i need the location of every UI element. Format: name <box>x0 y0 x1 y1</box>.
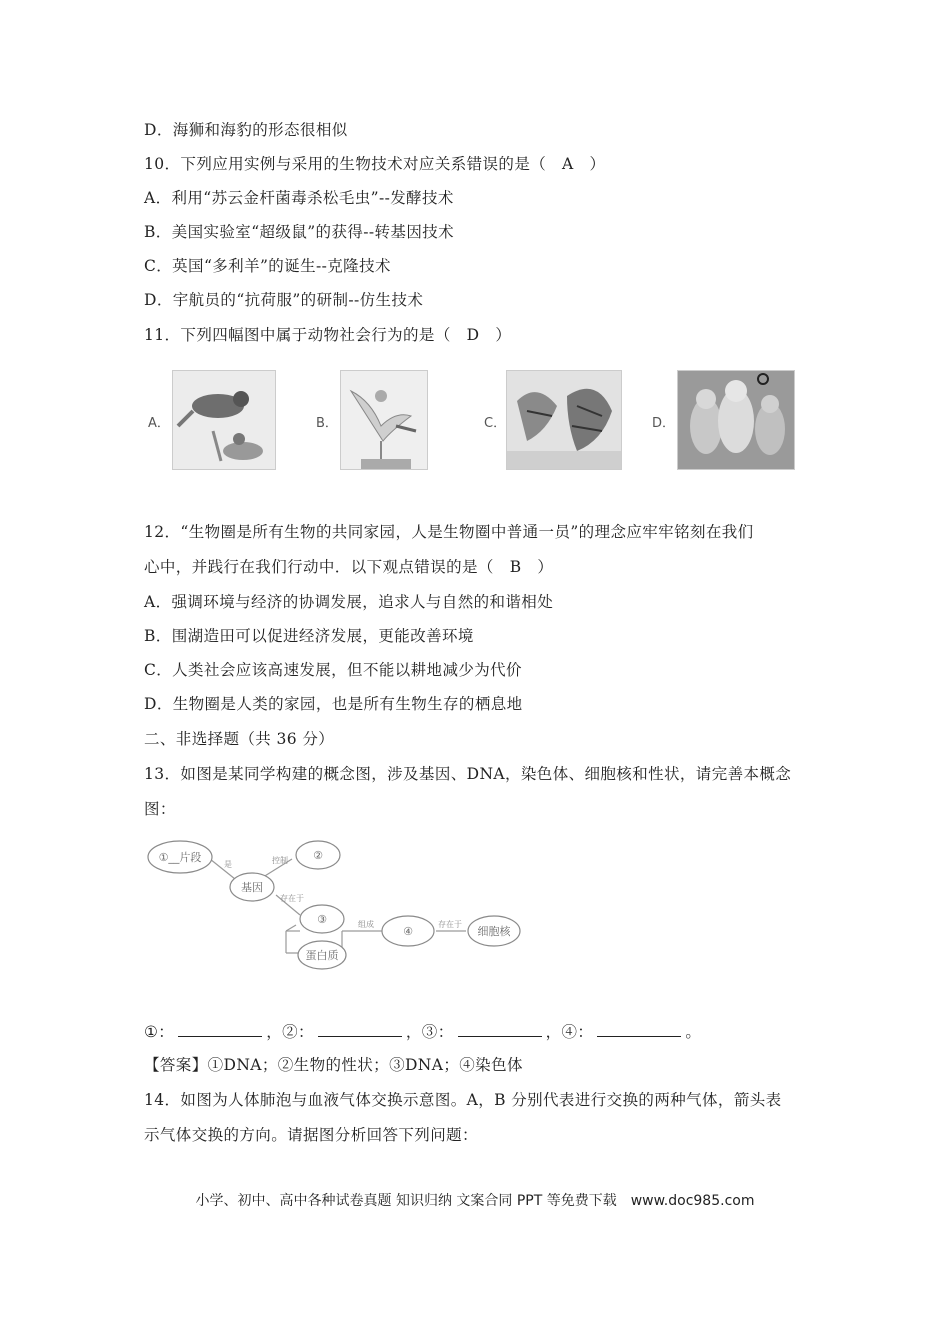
node-2-text: ② <box>313 849 323 862</box>
node-nucleus-text: 细胞核 <box>477 925 511 938</box>
concept-map-diagram <box>146 835 526 975</box>
question-14-stem-line-2: 示气体交换的方向。请据图分析回答下列问题： <box>144 1126 478 1144</box>
answer-blank-2[interactable] <box>318 1022 402 1037</box>
question-13-stem-line-2: 图： <box>144 800 176 818</box>
edge-label-located-in-1: 存在于 <box>280 894 304 903</box>
edge-label-located-in-2: 存在于 <box>438 920 462 929</box>
answer-blank-1[interactable] <box>178 1022 262 1037</box>
question-11-stem: 11．下列四幅图中属于动物社会行为的是（ D ） <box>144 326 512 344</box>
edge-label-compose: 组成 <box>358 920 374 929</box>
photo-label-b: B． <box>316 416 338 431</box>
question-10-stem: 10．下列应用实例与采用的生物技术对应关系错误的是（ A ） <box>144 155 606 173</box>
photo-monkey-group <box>677 370 795 470</box>
answer-blank-4[interactable] <box>597 1022 681 1037</box>
photo-tigers-fighting <box>506 370 622 470</box>
question-10-option-c: C．英国“多利羊”的诞生--克隆技术 <box>144 257 391 275</box>
fill-in-label-4: ，④： <box>545 1023 594 1041</box>
photo-label-c: C． <box>484 416 507 431</box>
node-3-text: ③ <box>317 913 327 926</box>
node-protein-text: 蛋白质 <box>305 949 339 962</box>
question-14-stem-line-1: 14．如图为人体肺泡与血液气体交换示意图。A，B 分别代表进行交换的两种气体，箭头表 <box>144 1091 782 1109</box>
question-12-stem-line-1: 12．“生物圈是所有生物的共同家园，人是生物圈中普通一员”的理念应牢牢铭刻在我们 <box>144 523 754 541</box>
fill-in-end: 。 <box>685 1023 702 1041</box>
node-1-text: ①__片段 <box>158 851 202 864</box>
photo-label-a: A． <box>148 416 170 431</box>
photo-bird-feeding-chicks <box>172 370 276 470</box>
edge-label-control: 控制 <box>272 856 288 865</box>
question-12-option-d: D．生物圈是人类的家园，也是所有生物生存的栖息地 <box>144 695 523 713</box>
question-12-option-b: B．围湖造田可以促进经济发展，更能改善环境 <box>144 627 474 645</box>
question-9-option-d: D．海狮和海豹的形态很相似 <box>144 121 348 139</box>
edge-label-is: 是 <box>224 860 232 869</box>
question-12-option-a: A．强调环境与经济的协调发展，追求人与自然的和谐相处 <box>144 593 554 611</box>
section-heading: 二、非选择题（共 36 分） <box>144 730 335 748</box>
question-10-option-a: A．利用“苏云金杆菌毒杀松毛虫”--发酵技术 <box>144 189 454 207</box>
question-13-answer: 【答案】①DNA；②生物的性状；③DNA；④染色体 <box>144 1056 523 1074</box>
question-13-stem-line-1: 13．如图是某同学构建的概念图，涉及基因、DNA，染色体、细胞核和性状，请完善本概念 <box>144 765 792 783</box>
page-footer: 小学、初中、高中各种试卷真题 知识归纳 文案合同 PPT 等免费下载 www.doc985.com <box>195 1193 755 1209</box>
question-12-stem-line-2: 心中，并践行在我们行动中．以下观点错误的是（ B ） <box>144 558 554 576</box>
question-12-option-c: C．人类社会应该高速发展，但不能以耕地减少为代价 <box>144 661 522 679</box>
node-gene-text: 基因 <box>241 881 263 894</box>
question-10-option-d: D．宇航员的“抗荷服”的研制--仿生技术 <box>144 291 424 309</box>
fill-in-label-1: ①： <box>144 1023 175 1041</box>
photo-bird-with-fish <box>340 370 428 470</box>
fill-in-label-3: ，③： <box>405 1023 454 1041</box>
photo-label-d: D． <box>652 416 676 431</box>
answer-blank-3[interactable] <box>458 1022 542 1037</box>
question-13-fill-in <box>144 1022 701 1042</box>
question-10-option-b: B．美国实验室“超级鼠”的获得--转基因技术 <box>144 223 455 241</box>
fill-in-label-2: ，②： <box>266 1023 314 1041</box>
node-4-text: ④ <box>403 925 413 938</box>
